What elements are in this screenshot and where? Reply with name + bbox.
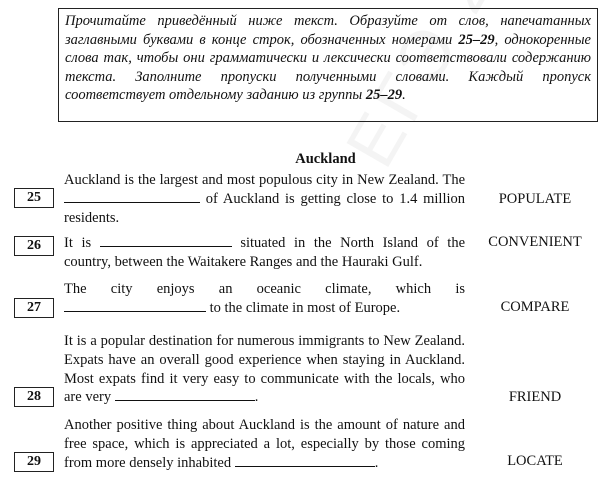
keyword-25: POPULATE [498,191,572,207]
instructions-text-3: . [402,87,406,104]
task-text-after: of Auckland is getting close to 1.4 million residents. [64,190,466,226]
task-text-before: Auckland is the largest and most populous city in New Zealand. The [64,172,465,188]
instructions-range-1: 25–29 [458,31,495,48]
task-text-before: Another positive thing about Auckland is the amount of nature and free space, which is appreciated a lot, especially by those coming from more densely inhabited [64,417,465,471]
task-text-28 [64,332,465,407]
answer-blank-26[interactable] [100,234,232,247]
task-text-27 [64,280,465,318]
task-number-26: 26 [14,236,54,256]
task-number-25: 25 [14,188,54,208]
instructions-range-2: 25–29 [365,87,403,104]
answer-blank-27[interactable] [64,299,206,312]
task-text-after: to the climate in most of Europe. [209,299,401,316]
keyword-29: LOCATE [507,453,563,469]
task-text-before: It is a popular destination for numerous immigrants to New Zealand. Expats have an overall good experience when staying in Auckland. Most expats find it very easy to communicate with the locals, who are very [64,333,465,406]
keyword-26: CONVENIENT [488,234,582,250]
text-title: Auckland [295,151,356,167]
task-number-28: 28 [14,387,54,407]
task-text-29 [64,416,465,472]
task-text-26 [64,234,465,272]
instructions-box [58,8,598,122]
keyword-27: COMPARE [500,299,570,315]
task-text-after: . [254,389,259,406]
answer-blank-25[interactable] [64,190,200,203]
task-number-27: 27 [14,298,54,318]
task-text-after: situated in the North Island of the country, between the Waitakere Ranges and the Hauraki Gulf. [64,235,466,270]
answer-blank-28[interactable] [115,388,255,401]
task-text-before: It is [64,235,92,251]
instructions-text-2: , однокоренные слова так, чтобы они грамматически и лексически соответствовали содержанию текста. Заполните пропуски полученными словами. Каждый пропуск соответствует отдельному заданию из группы [65,31,591,104]
task-text-after: . [374,454,379,471]
keyword-28: FRIEND [508,389,562,405]
task-text-25 [64,171,465,227]
instructions-text-1: Прочитайте приведённый ниже текст. Образуйте от слов, напечатанных заглавными буквами в конце строк, обозначенных номерами [65,13,591,48]
task-text-before: The city enjoys an oceanic climate, which is [64,281,465,297]
task-number-29: 29 [14,452,54,472]
answer-blank-29[interactable] [235,454,375,467]
